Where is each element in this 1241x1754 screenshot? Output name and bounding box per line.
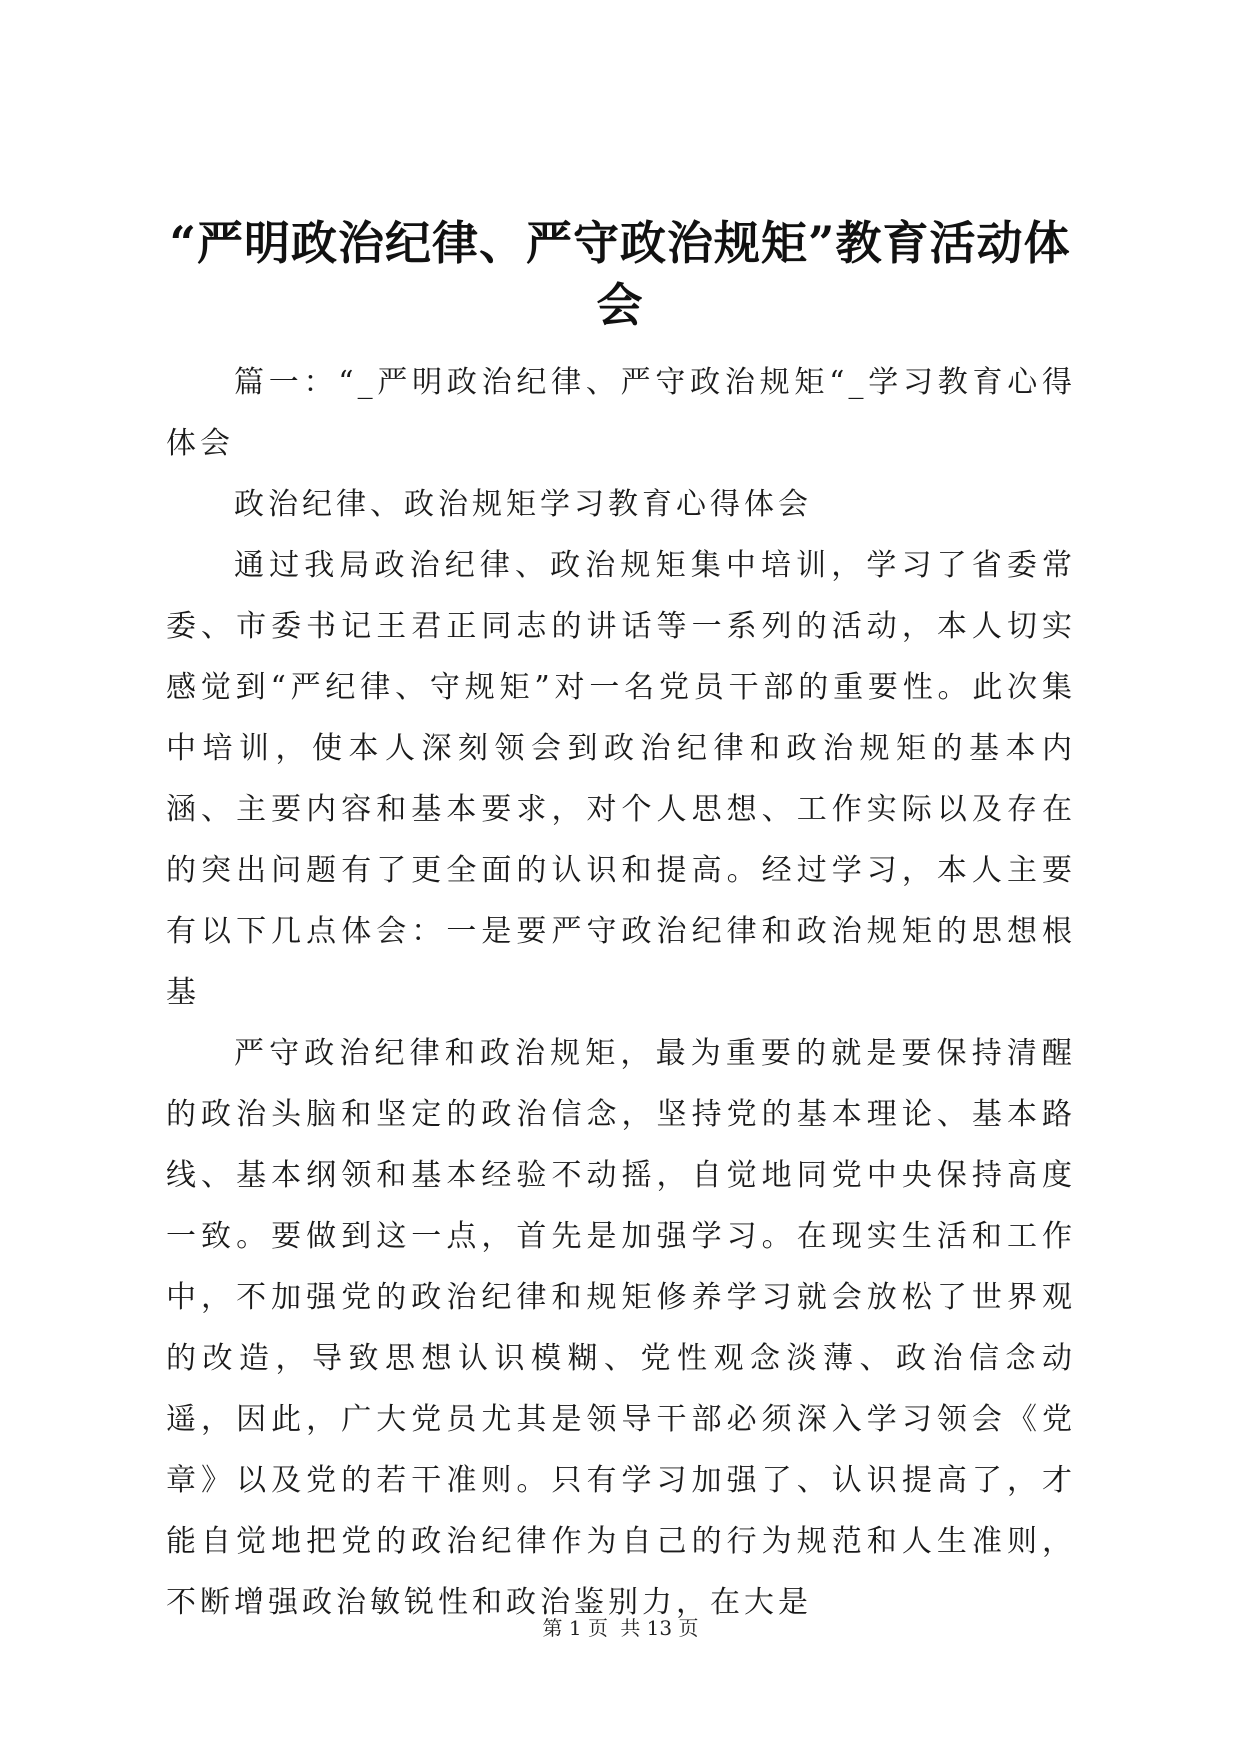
paragraph-subtitle: 政治纪律、政治规矩学习教育心得体会: [234, 487, 812, 522]
document-title: “严明政治纪律、严守政治规矩”教育活动体会: [169, 216, 1071, 332]
page-total: 共 13 页: [620, 1616, 699, 1640]
paragraph-intro: 通过我局政治纪律、政治规矩集中培训，学习了省委常委、市委书记王君正同志的讲话等一系列的活动，本人切实感觉到“严纪律、守规矩”对一名党员干部的重要性。此次集中培训，使本人深刻领会到政治纪律和政治规矩的基本内涵、主要内容和基本要求，对个人思想、工作实际以及存在的突出问题有了更全面的认识和提高。经过学习，本人主要有以下几点体会：一是要严守政治纪律和政治规矩的思想根基: [166, 548, 1076, 1010]
paragraph-section-heading: 篇一：“_严明政治纪律、严守政治规矩“_学习教育心得体会: [166, 365, 1076, 461]
document-body: [166, 352, 1076, 1633]
page-number: 第 1 页: [542, 1616, 608, 1640]
page-footer: [0, 1614, 1241, 1642]
paragraph-main: 严守政治纪律和政治规矩，最为重要的就是要保持清醒的政治头脑和坚定的政治信念，坚持党的基本理论、基本路线、基本纲领和基本经验不动摇，自觉地同党中央保持高度一致。要做到这一点，首先是加强学习。在现实生活和工作中，不加强党的政治纪律和规矩修养学习就会放松了世界观的改造，导致思想认识模糊、党性观念淡薄、政治信念动遥，因此，广大党员尤其是领导干部必须深入学习领会《党章》以及党的若干准则。只有学习加强了、认识提高了，才能自觉地把党的政治纪律作为自己的行为规范和人生准则，不断增强政治敏锐性和政治鉴别力，在大是: [166, 1036, 1076, 1620]
